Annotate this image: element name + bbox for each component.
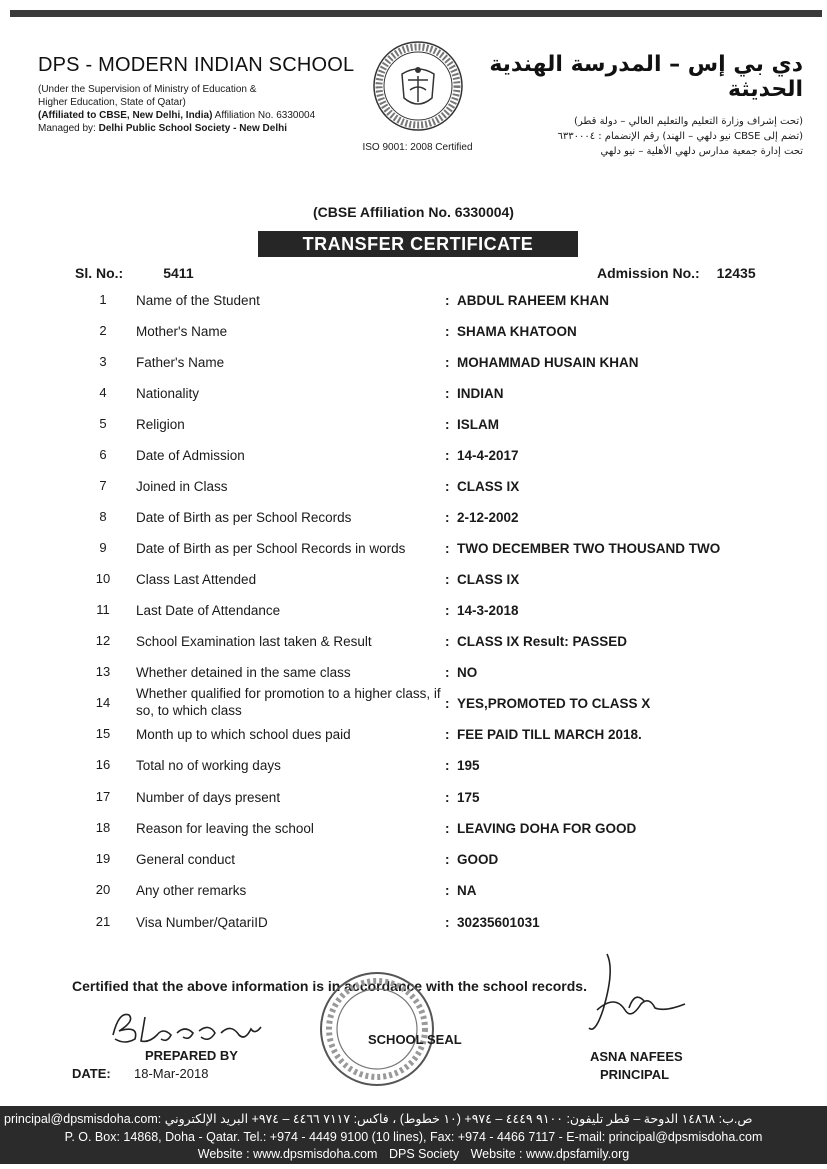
certificate-field-row: [0, 594, 827, 625]
field-label: Reason for leaving the school: [136, 821, 314, 836]
field-number: 11: [96, 602, 110, 617]
certificate-field-row: [0, 781, 827, 812]
field-separator: :: [445, 727, 450, 742]
field-separator: :: [445, 790, 450, 805]
field-value: 14-4-2017: [457, 448, 519, 463]
field-value: 175: [457, 790, 480, 805]
certificate-title: TRANSFER CERTIFICATE: [258, 231, 578, 257]
certificate-field-row: [0, 687, 827, 718]
field-value: CLASS IX: [457, 479, 520, 494]
field-value: 2-12-2002: [457, 510, 519, 525]
field-value: NO: [457, 665, 478, 680]
admission-number: [597, 265, 756, 281]
serial-number-value: 5411: [163, 265, 194, 281]
managed-by-line: [38, 122, 358, 135]
field-separator: :: [445, 386, 450, 401]
certificate-field-row: [0, 874, 827, 905]
footer-websites: [0, 1147, 827, 1161]
field-number: 5: [99, 416, 107, 431]
field-label: Name of the Student: [136, 293, 260, 308]
arabic-supervision-line: (تحت إشراف وزارة التعليم والتعليم العالي – دولة قطر): [573, 116, 803, 127]
certificate-field-row: [0, 377, 827, 408]
field-number: 20: [95, 882, 111, 897]
managed-by-label: Managed by:: [38, 123, 99, 134]
field-separator: :: [445, 324, 450, 339]
certificate-field-row: [0, 656, 827, 687]
field-number: 15: [95, 726, 111, 741]
field-value: TWO DECEMBER TWO THOUSAND TWO: [457, 541, 721, 556]
field-label: Visa Number/QatariID: [136, 915, 268, 930]
date-value: 18-Mar-2018: [134, 1066, 209, 1081]
managed-by-value: Delhi Public School Society - New Delhi: [98, 123, 287, 134]
field-label: Date of Admission: [136, 448, 245, 463]
affiliation-bold: (Affiliated to CBSE, New Delhi, India): [38, 110, 213, 121]
certificate-field-row: [0, 532, 827, 563]
school-seal-label: SCHOOL SEAL: [368, 1032, 462, 1047]
field-value: ISLAM: [457, 417, 499, 432]
field-number: 8: [99, 509, 107, 524]
field-label: Whether qualified for promotion to a higher class, if so, to which class: [136, 686, 441, 718]
field-separator: :: [445, 883, 450, 898]
certificate-field-row: [0, 408, 827, 439]
field-separator: :: [445, 448, 450, 463]
certificate-field-row: [0, 906, 827, 937]
top-border-bar: [10, 10, 822, 17]
footer-school-website: Website : www.dpsmisdoha.com: [197, 1147, 378, 1161]
field-separator: :: [445, 696, 450, 711]
principal-title: PRINCIPAL: [600, 1067, 670, 1082]
field-separator: :: [445, 479, 450, 494]
field-separator: :: [445, 821, 450, 836]
field-value: CLASS IX Result: PASSED: [457, 634, 628, 649]
serial-number: [75, 265, 194, 281]
field-label: Father's Name: [136, 355, 225, 370]
field-number: 10: [95, 571, 111, 586]
certificate-field-row: [0, 346, 827, 377]
preparer-signature-icon: [105, 1005, 285, 1049]
field-number: 21: [95, 914, 111, 929]
field-label: Nationality: [136, 386, 200, 401]
certificate-field-row: [0, 501, 827, 532]
field-value: GOOD: [457, 852, 499, 867]
footer-contact-bar: [0, 1106, 827, 1164]
field-number: 14: [95, 695, 111, 710]
field-value: NA: [457, 883, 477, 898]
field-number: 18: [95, 820, 111, 835]
field-number: 3: [99, 354, 107, 369]
admission-number-value: 12435: [716, 265, 756, 281]
field-separator: :: [445, 852, 450, 867]
field-separator: :: [445, 355, 450, 370]
school-name-arabic: دي بي إس – المدرسة الهندية الحديثة: [489, 52, 803, 102]
field-label: Whether detained in the same class: [136, 665, 351, 680]
arabic-affiliation-line: (تضم إلى CBSE نيو دلهي – الهند) رقم الإنضمام : ٦٣٣٠٠٠٤: [557, 131, 803, 142]
cbse-affiliation: (CBSE Affiliation No. 6330004): [313, 204, 514, 220]
field-separator: :: [445, 915, 450, 930]
field-value: SHAMA KHATOON: [457, 324, 577, 339]
certification-statement: Certified that the above information is in accordance with the school records.: [72, 978, 587, 994]
field-number: 7: [99, 478, 107, 493]
field-value: MOHAMMAD HUSAIN KHAN: [457, 355, 639, 370]
admission-number-label: Admission No.:: [597, 265, 700, 281]
field-number: 13: [95, 664, 111, 679]
field-separator: :: [445, 293, 450, 308]
field-separator: :: [445, 510, 450, 525]
field-number: 9: [99, 540, 107, 555]
affiliation-line: [38, 109, 358, 122]
field-value: 14-3-2018: [457, 603, 519, 618]
field-label: Any other remarks: [136, 883, 247, 898]
field-number: 19: [95, 851, 111, 866]
field-number: 2: [99, 323, 107, 338]
certificate-field-row: [0, 284, 827, 315]
footer-english-contact: P. O. Box: 14868, Doha - Qatar. Tel.: +974 - 4449 9100 (10 lines), Fax: +974 - 4466 7117 - E-mail: principal@dpsmisdoha.com: [64, 1130, 763, 1144]
school-emblem-icon: [372, 40, 464, 132]
field-separator: :: [445, 758, 450, 773]
field-number: 1: [99, 292, 107, 307]
field-label: Class Last Attended: [136, 572, 257, 587]
field-separator: :: [445, 541, 450, 556]
certificate-field-row: [0, 470, 827, 501]
certificate-field-row: [0, 563, 827, 594]
field-label: School Examination last taken & Result: [136, 634, 372, 649]
certificate-field-row: [0, 843, 827, 874]
footer-arabic-contact: principal@dpsmisdoha.com: ص.ب: ١٤٨٦٨ الدوحة – قطر تليفون: ٩١٠٠ ٤٤٤٩ – ٩٧٤+ (١٠ خطوط) ، فاكس: ٧١١٧ ٤٤٦٦ – ٩٧٤+ البريد الإلكتروني: [4, 1112, 753, 1126]
principal-signature-icon: [575, 950, 695, 1040]
field-label: Joined in Class: [136, 479, 228, 494]
field-separator: :: [445, 572, 450, 587]
affiliation-number: Affiliation No. 6330004: [212, 110, 316, 121]
field-separator: :: [445, 665, 450, 680]
arabic-managed-line: تحت إدارة جمعية مدارس دلهي الأهلية – نيو دلهي: [600, 146, 803, 157]
certificate-field-row: [0, 439, 827, 470]
footer-society-label: DPS Society: [388, 1147, 460, 1161]
field-label: Number of days present: [136, 790, 281, 805]
field-number: 16: [95, 757, 111, 772]
certificate-field-row: [0, 812, 827, 843]
certificate-field-row: [0, 315, 827, 346]
field-label: General conduct: [136, 852, 236, 867]
iso-certification: ISO 9001: 2008 Certified: [362, 142, 473, 153]
field-separator: :: [445, 417, 450, 432]
field-separator: :: [445, 603, 450, 618]
field-value: INDIAN: [457, 386, 504, 401]
prepared-by-label: PREPARED BY: [145, 1048, 238, 1063]
certificate-field-row: [0, 718, 827, 749]
field-value: 30235601031: [457, 915, 540, 930]
field-label: Mother's Name: [136, 324, 228, 339]
school-seal-stamp-icon: [318, 970, 436, 1088]
supervision-line-1: (Under the Supervision of Ministry of Education &: [38, 84, 257, 95]
date-label: DATE:: [72, 1066, 111, 1081]
field-value: 195: [457, 758, 480, 773]
field-label: Religion: [136, 417, 185, 432]
field-number: 4: [99, 385, 107, 400]
field-value: CLASS IX: [457, 572, 520, 587]
field-separator: :: [445, 634, 450, 649]
field-label: Date of Birth as per School Records in words: [136, 541, 406, 556]
school-header-arabic: [463, 52, 803, 159]
serial-number-label: Sl. No.:: [75, 265, 124, 281]
field-label: Date of Birth as per School Records: [136, 510, 352, 525]
field-value: LEAVING DOHA FOR GOOD: [457, 821, 637, 836]
field-number: 6: [99, 447, 107, 462]
field-label: Last Date of Attendance: [136, 603, 281, 618]
field-number: 17: [95, 789, 111, 804]
footer-society-website: Website : www.dpsfamily.org: [470, 1147, 630, 1161]
certificate-field-row: [0, 625, 827, 656]
certificate-field-row: [0, 749, 827, 780]
field-value: FEE PAID TILL MARCH 2018.: [457, 727, 642, 742]
supervision-line-2: Higher Education, State of Qatar): [38, 97, 186, 108]
field-value: YES,PROMOTED TO CLASS X: [457, 696, 651, 711]
school-header-english: [38, 54, 358, 135]
field-value: ABDUL RAHEEM KHAN: [457, 293, 610, 308]
field-number: 12: [95, 633, 111, 648]
field-label: Total no of working days: [136, 758, 281, 773]
principal-name: ASNA NAFEES: [590, 1049, 683, 1064]
school-name-english: DPS - MODERN INDIAN SCHOOL: [38, 54, 355, 76]
field-label: Month up to which school dues paid: [136, 727, 351, 742]
